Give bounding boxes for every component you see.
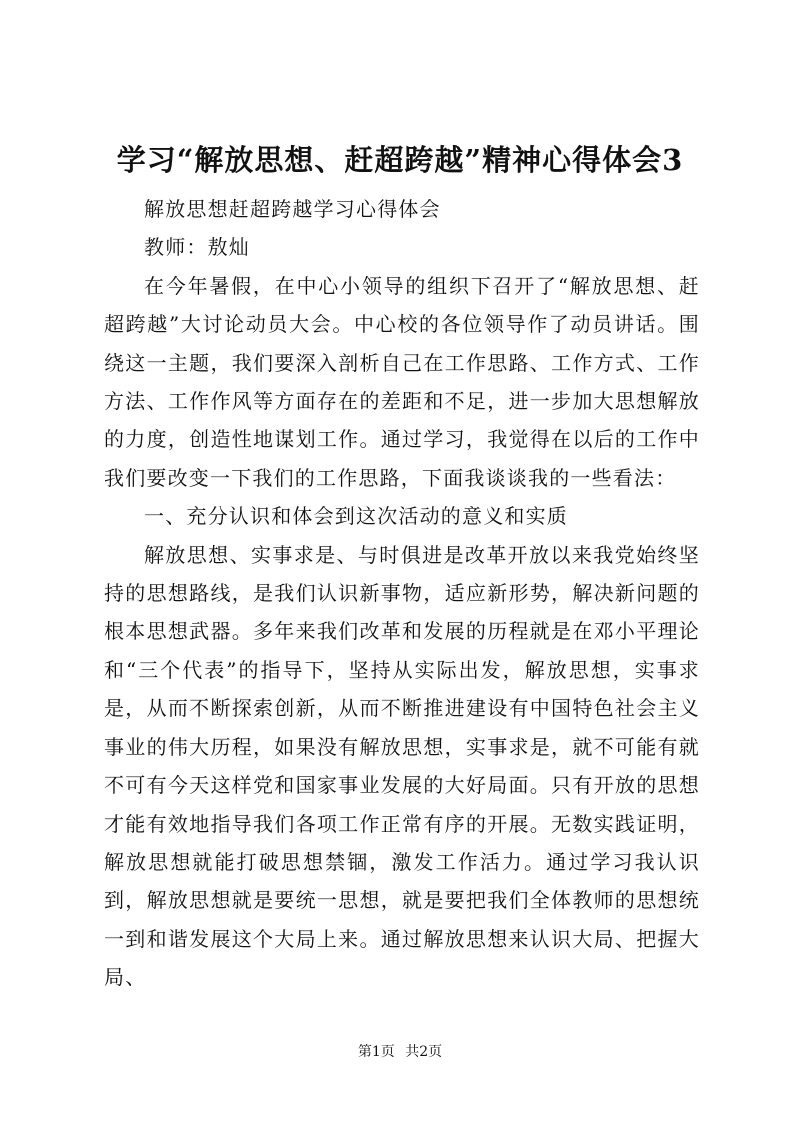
document-title: 学习“解放思想、赶超跨越”精神心得体会3	[116, 143, 684, 177]
document-body	[104, 190, 700, 997]
page-total: 共2页	[405, 1044, 443, 1060]
subtitle-paragraph: 解放思想赶超跨越学习心得体会	[144, 197, 441, 221]
page-footer	[0, 1042, 800, 1062]
author-paragraph: 教师：敖灿	[144, 235, 250, 260]
page-number: 第1页	[357, 1044, 395, 1060]
body-paragraph: 解放思想、实事求是、与时俱进是改革开放以来我党始终坚持的思想路线，是我们认识新事物，适应新形势，解决新问题的根本思想武器。多年来我们改革和发展的历程就是在邓小平理论和“三个代表”的指导下，坚持从实际出发，解放思想，实事求是，从而不断探索创新，从而不断推进建设有中国特色社会主义事业的伟大历程，如果没有解放思想，实事求是，就不可能有就不可有今天这样党和国家事业发展的大好局面。只有开放的思想才能有效地指导我们各项工作正常有序的开展。无数实践证明，解放思想就能打破思想禁锢，激发工作活力。通过学习我认识到，解放思想就是要统一思想，就是要把我们全体教师的思想统一到和谐发展这个大局上来。通过解放思想来认识大局、把握大局、	[104, 542, 700, 990]
intro-paragraph: 在今年暑假，在中心小领导的组织下召开了“解放思想、赶超跨越”大讨论动员大会。中心校的各位领导作了动员讲话。围绕这一主题，我们要深入剖析自己在工作思路、工作方式、工作方法、工作作风等方面存在的差距和不足，进一步加大思想解放的力度，创造性地谋划工作。通过学习，我觉得在以后的工作中我们要改变一下我们的工作思路，下面我谈谈我的一些看法：	[104, 273, 700, 490]
section-heading: 一、充分认识和体会到这次活动的意义和实质	[144, 504, 568, 529]
